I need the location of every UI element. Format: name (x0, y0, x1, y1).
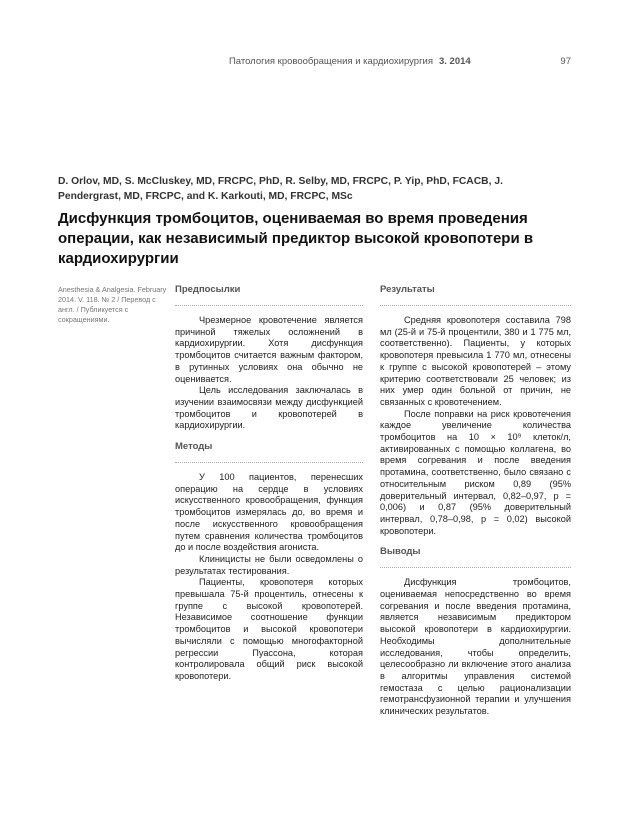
methods-paragraph: Клиницисты не были осведомлены о результатах тестирования. (175, 553, 363, 576)
results-paragraph: Средняя кровопотеря составила 798 мл (25-й и 75-й процентили, 380 и 1 775 мл, соответственно). Пациенты, у которых кровопотеря превысила 1 770 мл, отнесены к группе с высокой кровопотерей – этому критерию соответствовали 25 человек; из них умер один больной от причин, не связанных с кровотечением. (380, 315, 571, 407)
section-heading-conclusions: Выводы (380, 546, 421, 558)
running-title: Патология кровообращения и кардиохирургия (228, 56, 433, 67)
authors: D. Orlov, MD, S. McCluskey, MD, FRCPC, PhD, R. Selby, MD, FRCPC, P. Yip, PhD, FCACB, J. Pendergrast, MD, FRCPC, and K. Karkouti, MD, FRCPC, MSc (58, 176, 503, 202)
article-title: Дисфункция тромбоцитов, оцениваемая во время проведения операции, как независимый предиктор высокой кровопотери в кардиохирургии (58, 210, 534, 267)
section-heading-methods: Методы (175, 441, 213, 453)
issue-number: 3. 2014 (439, 56, 471, 67)
section-divider (380, 305, 571, 306)
methods-paragraph: У 100 пациентов, перенесших операцию на сердце в условиях искусственного кровообращения, функция тромбоцитов измерялась до, во время и после искусственного кровообращения путем сравнения количества тромбоцитов до и после воздействия агониста. (175, 472, 363, 553)
background-paragraph: Чрезмерное кровотечение является причиной тяжелых осложнений в кардиохирургии. Хотя дисфункция тромбоцитов считается важным фактором, в рутинных условиях она обычно не оценивается. (175, 315, 363, 384)
conclusions-paragraph: Дисфункция тромбоцитов, оцениваемая непосредственно во время согревания и после введения протамина, является независимым предиктором высокой кровопотери в кардиохирургии. Необходимы дополнительные исследования, чтобы определить, целесообразно ли включение этого анализа в алгоритмы управления системой гемостаза с целью рационализации гемотрансфузионной терапии и улучшения клинических результатов. (380, 577, 571, 717)
section-heading-results: Результаты (380, 284, 435, 295)
section-heading-background: Предпосылки (175, 284, 241, 295)
right-column (380, 284, 571, 718)
methods-paragraph: Пациенты, кровопотеря которых превышала 75-й процентиль, отнесены к группе с высокой кровопотерей. Независимое соотношение функции тромбоцитов и высокой кровопотери вычисляли с помощью многофакторной регрессии Пуассона, которая контролировала общий риск высокой кровопотери. (175, 577, 363, 681)
page-number: 97 (560, 56, 571, 67)
section-divider (380, 567, 571, 568)
section-divider (175, 305, 363, 306)
background-paragraph: Цель исследования заключалась в изучении взаимосвязи между дисфункцией тромбоцитов и кровопотерей в кардиохирургии. (175, 385, 363, 431)
results-paragraph: После поправки на риск кровотечения каждое увеличение количества тромбоцитов на 10 × 10⁹ клеток/л, активированных с помощью коллагена, во время согревания и после введения протамина, соответственно, было связано с относительным риском 0,89 (95% доверительный интервал, 0,82–0,97, p = 0,006) и 0,87 (95% доверительный интервал, 0,78–0,98, p = 0,02) высокой кровопотери. (380, 408, 571, 536)
section-divider (175, 462, 363, 463)
left-column (175, 284, 363, 683)
source-note: Anesthesia & Analgesia. February 2014. V. 118. № 2 / Перевод с англ. / Публикуется с сокращениями. (58, 285, 167, 324)
